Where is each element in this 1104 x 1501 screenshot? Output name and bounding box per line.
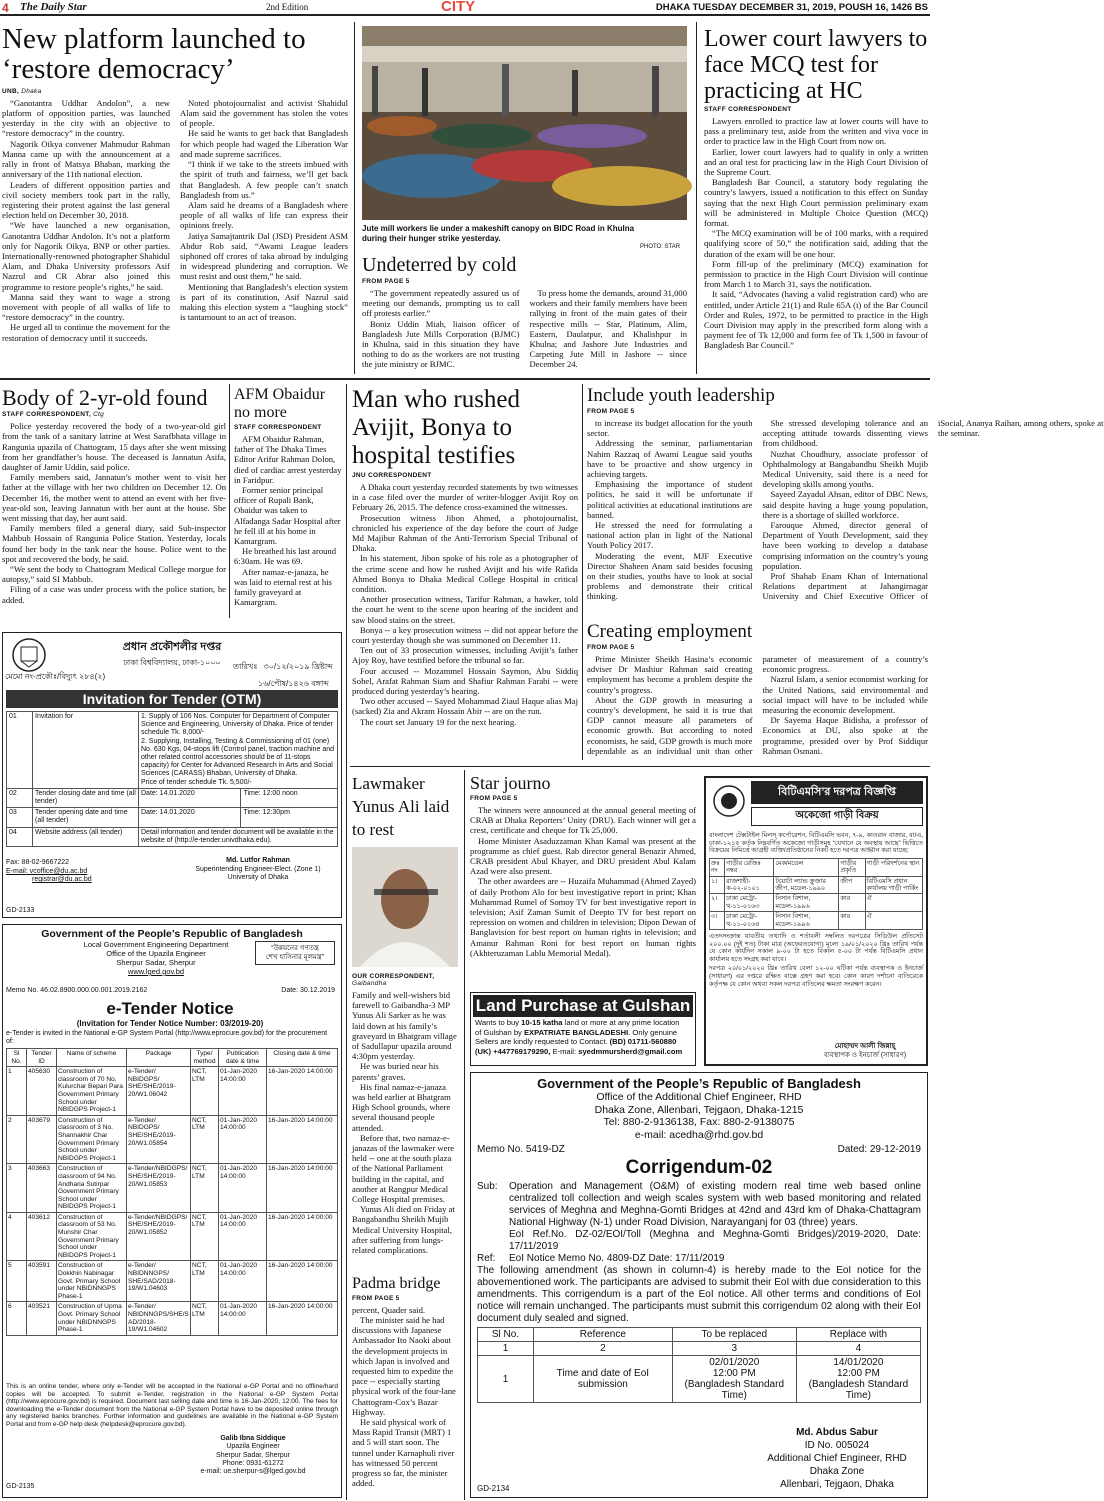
table-cell: NCT, LTM: [191, 1302, 219, 1335]
article-body: AFM Obaidur Rahman, father of The Dhaka Times Editor Arifur Rahman Dolon, died of cardiac arrest yesterday in Faridpur. Former senior principal officer of Rupali Bank, Obaidur was taken to Alfadanga Sadar Hospital after he fell ill at his home in Kamargram. He breathed his last around 6:30am. He was 69. After namaz-e-janaza, he was laid to eternal rest at his family graveyard at Kamargram.: [234, 434, 342, 608]
portrait-image: [352, 847, 458, 967]
table-cell: e-Tender/NBIDGPS/ SHE/SHE/2019-20/W1.05853: [127, 1164, 191, 1213]
dept-block: Local Government Engineering Department Office of the Upazila Engineer Sherpur Sadar, Sherpur www.lged.gov.bd: [83, 940, 229, 976]
table-cell: ঢাকা মেট্রো-খ-১১-০১৬৩: [725, 894, 774, 912]
etender-intro: e-Tender is invited in the National e-GP System Portal (http://www.eprocure.gov.bd) for the procurement of:: [6, 1030, 328, 1045]
article-body: percent, Quader said. The minister said he had discussions with Japanese Ambassador Ito Naoki about the development projects in which Japan is involved and requested him to expedite the pace -- especially starting physical work of the four-lane Chattogram-Cox’s Bazar Highway. He said physical work of Mass Rapid Transit (MRT) 1 and 5 will start soon. The tunnel under Karnaphuli river has witnessed 50 percent progress so far, the minister added.: [352, 1304, 456, 1489]
headline: Body of 2-yr-old found: [2, 385, 208, 410]
memo-date: Date: 30.12.2019: [281, 987, 335, 994]
contact-info: Fax: 88-02-9667222 E-mail: vcoffice@du.ac.bd registrar@du.ac.bd: [6, 859, 92, 883]
date-bangabda: ১৬/পৌষ/১৪২৬ বঙ্গাব্দ: [258, 679, 329, 688]
signature-block: Galib Ibna Siddique Upazila Engineer Sherpur Sadar, Sherpur Phone: 0931-61272 e-mail: ue.sherpur-s@lged.gov.bd: [200, 1435, 306, 1476]
otm-title: Invitation for Tender (OTM): [6, 690, 338, 708]
office-block: Office of the Additional Chief Engineer, RHD Dhaka Zone, Allenbari, Tejgaon, Dhaka-1215 Tel: 880-2-9136138, Fax: 880-2-9138075 e-mail: acedha@rhd.gov.bd: [594, 1091, 804, 1141]
table-row: [7, 1261, 338, 1302]
table-cell: 01-Jan-2020 14:00:00: [219, 1302, 267, 1335]
byline: UNB, Dhaka: [2, 87, 42, 95]
table-cell: 6: [7, 1302, 27, 1335]
table-cell: Construction of classroom of 70 No. Kulurchar Bepari Para Government Primary School under NBIDGPS Project-1: [57, 1067, 127, 1116]
headline: AFM Obaidur no more: [234, 386, 326, 421]
otm-table: [6, 711, 338, 847]
table-cell: 01-Jan-2020 14:00:00: [219, 1212, 267, 1261]
table-row: [7, 1164, 338, 1213]
university-address: ঢাকা বিশ্ববিদ্যালয়, ঢাকা-১০০০: [123, 658, 221, 667]
article-obaidur: [234, 386, 342, 618]
ad-otm-tender: [2, 632, 342, 918]
page-number: 4: [2, 1, 9, 15]
table-cell: কার: [839, 912, 865, 930]
ad-code: GD-2133: [6, 907, 35, 914]
ad-etender-lged: [2, 924, 342, 1498]
article-padma-bridge: [352, 1276, 460, 1498]
byline: STAFF CORRESPONDENT: [704, 106, 792, 113]
table-cell: NCT, LTM: [191, 1067, 219, 1116]
photo-credit: PHOTO: STAR: [640, 244, 681, 250]
corrigendum-body: The following amendment (as shown in column-4) is hereby made to the EoI notice for the abovementioned work. The participants are advised to submit their EoI with due consideration to this amendments. This corrigendum is a part of the EoI notice. All other terms and conditions of EoI notice will remain unchanged. The participants must submit this corrigendum 02 along with their EoI document duly sealed and signed.: [477, 1265, 921, 1324]
corrigendum-table: [477, 1327, 921, 1403]
table-cell: Construction of classroom of 3 No. Shannakhir Char Government Primary School under NBIDGPS Project-1: [57, 1115, 127, 1164]
university-emblem-icon: [11, 637, 47, 673]
article-body: Family and well-wishers bid farewell to Gaibandha-3 MP Yunus Ali Sarker as he was laid down at his family’s graveyard in Bhatgram village of Sadullapur upazila around 4:30pm yesterday. He was buried near his parents’ graves. His final namaz-e-janaza was held earlier at Bhatgram High School grounds, where several thousand people attended. Before that, two namaz-e-janazas of the lawmaker were held -- one at the south plaza of the National Parliament building in the capital, and another at Rangpur Medical College Hospital premises. Yunus Ali died on Friday at Bangabandhu Sheikh Mujib Medical University Hospital, after suffering from lungs-related complications.: [352, 990, 457, 1256]
byline: FROM PAGE 5: [587, 643, 635, 651]
table-row: 04 Website address (all tender) Detail information and tender document will be available in the website of (http://e-tender.univdhaka.edu).: [7, 827, 338, 846]
table-cell: 5: [7, 1261, 27, 1302]
byline: OUR CORRESPONDENT, Gaibandha: [352, 973, 435, 987]
section-title: CITY: [441, 0, 476, 15]
btmc-title: বিটিএমসি’র দরপত্র বিজ্ঞপ্তি: [751, 781, 923, 804]
newspaper-logo: The Daily Star: [20, 1, 87, 13]
ad-code: GD-2134: [477, 1484, 510, 1493]
table-cell: 16-Jan-2020 14:00:00: [267, 1115, 338, 1164]
table-cell: 3: [7, 1164, 27, 1213]
photo-image: [362, 26, 687, 220]
memo-line: Memo No. 5419-DZ Dated: 29-12-2019: [477, 1144, 921, 1155]
table-row: [710, 912, 923, 930]
masthead: [0, 0, 930, 16]
gov-title: Government of the People’s Republic of Bangladesh: [537, 1076, 861, 1091]
table-cell: NCT, LTM: [191, 1212, 219, 1261]
dateline: DHAKA TUESDAY DECEMBER 31, 2019, POUSH 16, 1426 BS: [655, 2, 928, 13]
edition-label: 2nd Edition: [266, 2, 309, 12]
etender-footer: This is an online tender, where only e-Tender will be accepted in the National e-GP Portal and no offline/hard copies will be accepted. To submit e-Tender, registration in the National e-GP System Portal (http://www.eprocure.gov.bd) is required. Document last selling date and time is 16-Jan-2020, 12:00. The fees for downloading the e-Tender document from the National e-GP System Portal have to be deposited online through any registered banks branches. Further information and guidelines are available in the National e-GP System Portal and from e-GP help desk (helpdesk@eprocure.gov.bd).: [6, 1383, 338, 1428]
byline: JNU CORRESPONDENT: [352, 472, 432, 479]
article-creating-employment: [587, 622, 928, 762]
table-cell: 01-Jan-2020 14:00:00: [219, 1067, 267, 1116]
land-title: Land Purchase at Gulshan: [473, 995, 693, 1017]
etender-subtitle: (Invitation for Tender Notice Number: 03/2019-20): [76, 1019, 264, 1028]
byline: FROM PAGE 5: [352, 1294, 400, 1302]
table-cell: 01-Jan-2020 14:00:00: [219, 1164, 267, 1213]
table-cell: ঐ: [865, 894, 922, 912]
article-body: to increase its budget allocation for the youth sector. Addressing the seminar, parliamentarian Nahim Razzaq of Awami League said youths have to be proactive and show urgency in achieving targets. Emphasising the importance of student politics, he said it will be unfortunate if political activities at educational institutions are banned. He stressed the need for formulating a national action plan in light of the National Youth Policy 2017. Moderating the event, MJF Executive Director Shaheen Anam said besides focusing on their studies, youths have to look at social problems and demonstrate their critical thinking. She stressed developing tolerance and an accepting attitude towards dissenting views from childhood. Nuzhat Choudhury, associate professor of Ophthalmology at Bangabandhu Sheikh Mujib Medical University, said there is a need for developing skills among youths. Sayeed Zayadul Ahsan, editor of DBC News, said despite having a huge young population, there is a shortage of skilled workforce. Farouque Ahmed, director general of Department of Youth Development, said they have been working to develop a database comprising information on the country’s young population. Prof Shahab Enam Khan of International Relations department at Jahangirnagar University and Chief Executive Officer of iSocial, Ananya Raihan, among others, spoke at the seminar.: [587, 417, 1104, 602]
table-cell: 403591: [27, 1261, 57, 1302]
article-lower-court: [704, 26, 928, 372]
article-avijit: [352, 386, 578, 760]
byline: STAFF CORRESPONDENT: [234, 424, 322, 431]
table-cell: 01-Jan-2020 14:00:00: [219, 1261, 267, 1302]
subject: Sub: Operation and Management (O&M) of existing modern real time web based online centralized toll collection and weigh scales system with web based monitoring and related services of Meghna and Meghna-Gomti Bridges at 42nd and 43rd km of Dhaka-Chattagram National Highway (N-1) under Road Division, Narayanganj for 03 (three) years. EoI Ref.No. DZ-02/EOI/Toll (Meghna and Meghna-Gomti Bridges)/2019-2020, Date: 17/11/2019: [477, 1181, 921, 1252]
article-body: Prime Minister Sheikh Hasina’s economic adviser Dr Mashiur Rahman said creating employment has become a problem despite the country’s progress. About the GDP growth in measuring a country’s development, he said it is true that GDP cannot measure all parameters of economic growth. But according to noted economists, he said, GDP growth is much more dependable as an individual unit than other parameter of measurement of a country’s economic progress. Nazrul Islam, a senior economist working for the United Nations, said environmental and social impact will have to be included while measuring the economic development. Dr Sayema Haque Bidisha, a professor of Economics at DU, also spoke at the programme, presided over by Prof Siddiqur Rahman Osmani.: [587, 653, 928, 756]
table-cell: 2: [7, 1115, 27, 1164]
table-cell: জীপ: [839, 876, 865, 894]
signature-block: মোহাম্মদ আলী জিন্নাহ্ ব্যবস্থাপক ও ইনচার্জ (সাধারণ): [823, 1043, 907, 1059]
table-cell: e-Tender/NBIDGPS/ SHE/SHE/2019-20/W1.05852: [127, 1212, 191, 1261]
byline: STAFF CORRESPONDENT, Ctg: [2, 411, 105, 419]
table-cell: ঐ: [865, 912, 922, 930]
article-body-found: [2, 386, 226, 618]
gov-title: Government of the People’s Republic of Bangladesh: [41, 928, 303, 940]
btmc-logo-icon: [712, 784, 746, 818]
land-body: Wants to buy 10-15 katha land or more at any prime location of Gulshan by EXPATRIATE BANGLADESHI. Only genuine Sellers are kindly requested to Contact. (BD) 01711-560880 (UK) +447769179290, E-mail: syedmmursherd@gmail.com: [475, 1018, 683, 1056]
byline: FROM PAGE 5: [362, 278, 410, 285]
table-cell: 16-Jan-2020 14:00:00: [267, 1302, 338, 1335]
article-body: Lawyers enrolled to practice law at lower courts will have to pass a preliminary test, aside from the written and viva voce in order to practice law in the High Court from now on. Earlier, lower court lawyers had to qualify in only a written and an oral test for practicing law in the High Court Division of the Supreme Court. Bangladesh Bar Council, a statutory body regulating the country’s lawyers, issued a notification to this effect on Sunday saying that the next High Court permission preliminary exam will be administered in Multiple Choice Question (MCQ) format. “The MCQ examination will be of 100 marks, with a required qualifying score of 50,” the notification said, adding that the duration of the exam will be one hour. Form fill-up of the preliminary (MCQ) examination for permission to practice in the High Court Division will continue from March 1 to March 31, says the notification. It said, “Advocates (having a valid registration card) who are entitled, under Article 21(1) and Rule 65A (i) of the Bar Council Order and Rules, 1972, to be permitted to practice in the High Court Division may apply in the prescribed form along with a payment fee of Tk 12,000 and form fee of Tk 1,500 in favour of Bangladesh Bar Council.”: [704, 116, 928, 351]
btmc-para2: দরপত্র ২০/০১/২০২০ খ্রিঃ তারিখ বেলা ১২-০০ ঘটিকা পর্যন্ত ব্যবস্থাপক ও ইনচার্জ (সাধারণ) এর দপ্তরে রক্ষিত বাক্সে গ্রহণ করা হবে। কোন কারণ দর্শানো ব্যতিরেকে কর্তৃপক্ষ যে কোন অথবা সকল দরপত্র বাতিলের ক্ষমতা সংরক্ষণ করেন।: [709, 965, 923, 988]
table-cell: Construction of Dokkhin Nabinagar Govt. Primary School under NBIDNNGPS Phase-1: [57, 1261, 127, 1302]
date-bengali: তারিখঃ ৩০/১২/২০১৯ খ্রিষ্টাব্দ: [233, 662, 333, 671]
ad-land-purchase: [470, 992, 696, 1066]
btmc-intro: বাংলাদেশ টেক্সটাইল মিলস্ কর্পোরেশন, বিটিএমসি ভবন, ৭-৯, কাওরান বাজার, বা/এ, ঢাকা-১২১৫ কর্তৃক নিম্নবর্ণিত অকেজো গাড়ীসমূহ “যেখানে যে অবস্থায় আছে” ভিত্তিতে বিক্রয়ের নিমিত্তে আগ্রহী ব্যক্তি/প্রতিষ্ঠানের নিকট হতে দরপত্র আহ্বান করা যাচ্ছে:: [709, 832, 923, 855]
etender-table: [6, 1048, 338, 1336]
headline: New platform launched to ‘restore democracy’: [2, 23, 306, 86]
article-body: The winners were announced at the annual general meeting of CRAB at Dhaka Reporters’ Unity (DRU). Each winner will get a crest, certificate and cheque for Tk 25,000. Home Minister Asaduzzaman Khan Kamal was present at the programme as chief guest. Rab director general Benazir Ahmed, CRAB president Abul Khayer, and DRU president Abul Kalam Azad were also present. The other awardees are -- Huzaifa Muhammad (Ahmed Zayed) of daily Prothom Alo for best investigative report in print; Khan Muhammad Rumel of Somoy TV for best investigative report in television; Asif Zaman Sumit of Deepto TV for best report on repression on women and children in television; Dipon Dewan of Banglavision for best report on human rights in television; and Amanur Rahman Roni for best report on human rights (Akhteruzaman Lablu Memorial Medal).: [470, 804, 696, 958]
slogan-box: “উন্নয়নের গণতন্ত্র শেখ হাসিনার মূলমন্ত্র”: [255, 941, 335, 965]
ad-rhd-corrigendum: [470, 1072, 928, 1498]
table-row: [7, 1115, 338, 1164]
byline: FROM PAGE 5: [587, 407, 635, 415]
etender-title: e-Tender Notice: [106, 999, 234, 1018]
signature-block: Md. Abdus Sabur ID No. 005024 Additional Chief Engineer, RHD Dhaka Zone Allenbari, Tejgaon, Dhaka: [767, 1427, 907, 1490]
table-row: [7, 1212, 338, 1261]
corrigendum-title: Corrigendum-02: [625, 1157, 773, 1178]
table-cell: 405630: [27, 1067, 57, 1116]
table-cell: 403612: [27, 1212, 57, 1261]
headline: Lawmaker Yunus Ali laid to rest: [352, 774, 450, 839]
table-row: [7, 1067, 338, 1116]
table-cell: e-Tender/ NBIDGPS/ SHE/SHE/2019-20/W1.05854: [127, 1115, 191, 1164]
table-header: ক্রঃ নং গাড়ীর রেজিঃ নম্বর মেক/মডেল গাড়ীর প্রকৃতি গাড়ী পরিদর্শনের স্থান: [710, 858, 923, 876]
article-lawmaker: [352, 772, 460, 1272]
ad-btmc-vehicle-sale: [704, 776, 928, 1066]
photo-caption: Jute mill workers lie under a makeshift canopy on BIDC Road in Khulna during their hunger strike yesterday.: [362, 224, 635, 243]
byline: FROM PAGE 5: [470, 794, 518, 802]
table-row: 02 Tender closing date and time (all tender) Date: 14.01.2020 Time: 12:00 noon: [7, 788, 338, 807]
reference: Ref: EoI Notice Memo No. 4809-DZ Date: 17/11/2019: [477, 1253, 725, 1264]
article-undeterred: [362, 255, 687, 373]
article-star-journo: [470, 774, 696, 984]
table-cell: e-Tender/ NBIDGPS/ SHE/SHE/2019-20/W1.06042: [127, 1067, 191, 1116]
btmc-subtitle: অকেজো গাড়ী বিক্রয়: [751, 807, 923, 826]
table-cell: 16-Jan-2020 14:00:00: [267, 1067, 338, 1116]
signature-block: Md. Lutfor Rahman Superintending Engineer-Elect. (Zone 1) University of Dhaka: [195, 857, 321, 881]
table-header: Sl No. Tender ID Name of scheme Package Type/ method Publication date & time Closing date & time: [7, 1049, 338, 1067]
table-cell: বিটিএমসি প্রধান কার্যালয় গাড়ী পার্কিং: [865, 876, 922, 894]
table-cell: 403679: [27, 1115, 57, 1164]
table-cell: e-Tender/ NBIDNNGPS/ SHE/SAD/2018-19/W1.04603: [127, 1261, 191, 1302]
table-cell: 1: [7, 1067, 27, 1116]
table-cell: NCT, LTM: [191, 1164, 219, 1213]
table-row: 1 Time and date of EoI submission 02/01/2020 12:00 PM (Bangladesh Standard Time) 14/01/2020 12:00 PM (Bangladesh Standard Time): [478, 1356, 921, 1403]
table-cell: নিসান বিশাল, মডেল-১৯৯৬: [774, 912, 839, 930]
table-cell: 16-Jan-2020 14:00:00: [267, 1212, 338, 1261]
table-cell: নিসান বিশাল, মডেল-১৯৯৬: [774, 894, 839, 912]
table-cell: ঢাকা মেট্রো-খ-১১-০১৬৪: [725, 912, 774, 930]
article-new-platform: [2, 24, 348, 372]
table-header: Sl No. Reference To be replaced Replace with: [478, 1328, 921, 1342]
headline: Star journo: [470, 773, 551, 793]
table-cell: 16-Jan-2020 14:00:00: [267, 1164, 338, 1213]
table-cell: ১।: [710, 876, 725, 894]
table-cell: টয়োটা ল্যান্ড ক্রুজার জীপ, মডেল-১৯৯০: [774, 876, 839, 894]
table-cell: 01-Jan-2020 14:00:00: [219, 1115, 267, 1164]
ad-code: GD-2135: [6, 1483, 35, 1490]
table-row: 03 Tender opening date and time (all tender) Date: 14.01.2020 Time: 12:30pm: [7, 808, 338, 827]
headline: Creating employment: [587, 621, 753, 642]
table-cell: Construction of classroom of 53 No. Munshir Char Government Primary School under NBIDGPS Project-1: [57, 1212, 127, 1261]
table-cell: রাজশাহী-ক-০২-০১০১: [725, 876, 774, 894]
article-body: A Dhaka court yesterday recorded statements by two witnesses in a case filed over the murder of writer-blogger Avijit Roy on February 26, 2015. The defence cross-examined the witnesses. Prosecution witness Jibon Ahmed, a photojournalist, chronicled his experience of the day before the court of Judge Md Majibur Rahman of the Anti-Terrorism Special Tribunal of Dhaka. In his statement, Jibon spoke of his role as a photographer of the crime scene and how he rushed Avijit and his wife Rafida Ahmed Bonya to Dhaka Medical College Hospital in critical condition. Another prosecution witness, Tarifur Rahman, a hawker, told the court he went to the scene upon hearing of the incident and saw blood stains on the street. Bonya -- a key prosecution witness -- did not appear before the court yesterday though she was summoned on December 11. Ten out of 33 prosecution witnesses, including Avijit’s father Ajoy Roy, have testified before the tribunal so far. Four accused -- Mozammel Hossain Saymon, Abu Siddiq Sohel, Arafat Rahman Siam and Shafiur Rahman Farabi -- were produced during yesterday’s hearing. Two other accused -- Sayed Mohammad Ziaul Haque alias Maj (sacked) Zia and Akram Hossain Abir -- are on the run. The court set January 19 for the next hearing.: [352, 482, 578, 727]
table-cell: ৩।: [710, 912, 725, 930]
table-cell: NCT, LTM: [191, 1115, 219, 1164]
headline: Include youth leadership: [587, 385, 775, 406]
memo-number: মেমো নং-প্রকৌঃ/বিদ্যুৎ ২৮৪(২): [5, 672, 106, 681]
btmc-table: [709, 858, 923, 930]
table-cell: Construction of Upma Govt. Primary School under NBIDNNGPS Phase-1: [57, 1302, 127, 1335]
headline: Man who rushed Avijit, Bonya to hospital testifies: [352, 386, 521, 469]
table-cell: 16-Jan-2020 14:00:00: [267, 1261, 338, 1302]
table-row: [7, 1302, 338, 1335]
office-name: প্রধান প্রকৌশলীর দপ্তর: [122, 641, 222, 653]
table-cell: e-Tender/ NBIDNNGPS/SHE/S AD/2018-19/W1.04602: [127, 1302, 191, 1335]
table-row: [710, 876, 923, 894]
headline: Undeterred by cold: [362, 254, 517, 276]
headline: Lower court lawyers to face MCQ test for practicing at HC: [704, 26, 928, 104]
btmc-para1: এতদসংক্রান্ত যাবতীয় তথ্যাদি ও শর্তাবলী সম্বলিত দরপত্রের সিডিউল প্রতিসেট ২০০.০০ (দুই শত) টাকা মাত্র (অফেরতযোগ্য) মূল্যে ১৯/০১/২০২০ খ্রিঃ তারিখ পর্যন্ত যে কোন কার্যদিন সকাল ৯-০০ টা হতে বিকাল ৫-০০ টা পর্যন্ত বিটিএমসি প্রধান কার্যালয় হতে সংগ্রহ করা যাবে।: [709, 933, 923, 963]
photo-hunger-strike: [362, 26, 687, 220]
article-youth-leadership: [587, 385, 1104, 618]
table-cell: Construction of classroom of 94 No. Andharia Sutirpar Government Primary School under NBIDGPS Project-1: [57, 1164, 127, 1213]
headline: Padma bridge: [352, 1275, 441, 1292]
table-cell: NCT, LTM: [191, 1261, 219, 1302]
table-cell: 4: [7, 1212, 27, 1261]
table-cell: ২।: [710, 894, 725, 912]
article-body: “The government repeatedly assured us of meeting our demands, prompting us to call off protests earlier.” Boniz Uddin Miah, liaison officer of Bangladesh Jute Mills Corporation (BJMC) in Khulna, said in this situation they have nothing to do as the workers are not trusting the jute ministry or BJMC. To press home the demands, around 31,000 workers and their family members have been rallying in front of the main gates of their respective mills -- Star, Platinum, Alim, Eastern, Daulatpur, and Khalishpur in Khulna; and Jashore Jute Industries and Carpeting Jute Mill in Jashore -- since December 24.: [362, 288, 687, 370]
table-cell: 403663: [27, 1164, 57, 1213]
table-row: [710, 894, 923, 912]
table-cell: কার: [839, 894, 865, 912]
table-row: 01 Invitation for 1. Supply of 106 Nos. Computer for Department of Computer Science and Engineering, University of Dhaka. Price of tender schedule Tk. 8,000/- 2. Supplying, Installing, Testing & Commissioning of 01 (one) No. 630 Kgs, 04-stops lift (Control panel, traction machine and other related control accessories should be of 11-stops capacity) for Center for Advanced Research in Arts and Social Sciences (CARASS) Bhaban, University of Dhaka. Price of tender schedule Tk. 5,500/-: [7, 712, 338, 789]
article-body: “Ganotantra Uddhar Andolon”, a new platform of opposition parties, was launched yesterday in the city with an objective to “restore democracy” in the country. Nagorik Oikya convener Mahmudur Rahman Manna came up with the announcement at a rally in front of Matsya Bhaban, marking the anniversary of the 11th national election. Leaders of different opposition parties and civil society members took part in the rally, registering their protest against the last general election held on December 30, 2018. “We have launched a new organisation, Ganotantra Uddhar Andolon. It’s not a platform only for Nagorik Oikya, BNP or other parties. Internationally-renowned photographer Shahidul Alam, and Dhaka University professors Asif Nazrul and CR Abrar also joined this programme to restore people’s rights,” he said. Manna said they want to wage a strong movement with people of all walks of life to “restore democracy” in the country. He urged all to continue the movement for the restoration of democracy until it succeeds. Noted photojournalist and activist Shahidul Alam said the government has stolen the votes of people. He said he wants to get back that Bangladesh for which people had waged the Liberation War and made supreme sacrifices. “I think if we take to the streets imbued with the spirit of truth and fairness, we’ll get back that Bangladesh. A few people can’t snatch Bangladesh from us.” Alam said he dreams of a Bangladesh where people of all walks of life can express their opinions freely. Jatiya Samajtantrik Dal (JSD) President ASM Abdur Rob said, “Awami League leaders siphoned off crores of taka abroad by indulging in widespread plundering and corruption. We must resist and oust them,” he said. Mentioning that Bangladesh’s election system is part of its constitution, Asif Nazrul said making this election system a “laughing stock” is tantamount to an act of treason.: [2, 97, 348, 343]
article-body: Police yesterday recovered the body of a two-year-old girl from the tank of a sanitary latrine at West Sarafbhata village in Rangunia upazila of Chattogram, 15 days after she went missing from her grandfather’s house. The deceased is Jannatun Asifa, daughter of Jamir Uddin, said police. Family members said, Jannatun’s mother went to visit her father at the village with her two children on December 12. On December 16, the mother went to attend an event with her five-year-old son, leaving Jannatun with her aunt at the house. She went missing that day, her aunt said. Family members filed a general diary, said Sub-inspector Mahbub Hossain of Rangunia Police Station. Yesterday, locals found her body in the tank near the house. Police went to the spot and recovered the body, he said. “We sent the body to Chattogram Medical College morgue for autopsy,” said SI Mahbub. Filing of a case was under process with the police station, he added.: [2, 421, 226, 605]
memo-number: Memo No. 46.02.8900.000.00.001.2019.2162: [6, 987, 148, 994]
lawmaker-portrait: [352, 847, 458, 967]
table-cell: 403521: [27, 1302, 57, 1335]
table-row: 1 2 3 4: [478, 1342, 921, 1356]
